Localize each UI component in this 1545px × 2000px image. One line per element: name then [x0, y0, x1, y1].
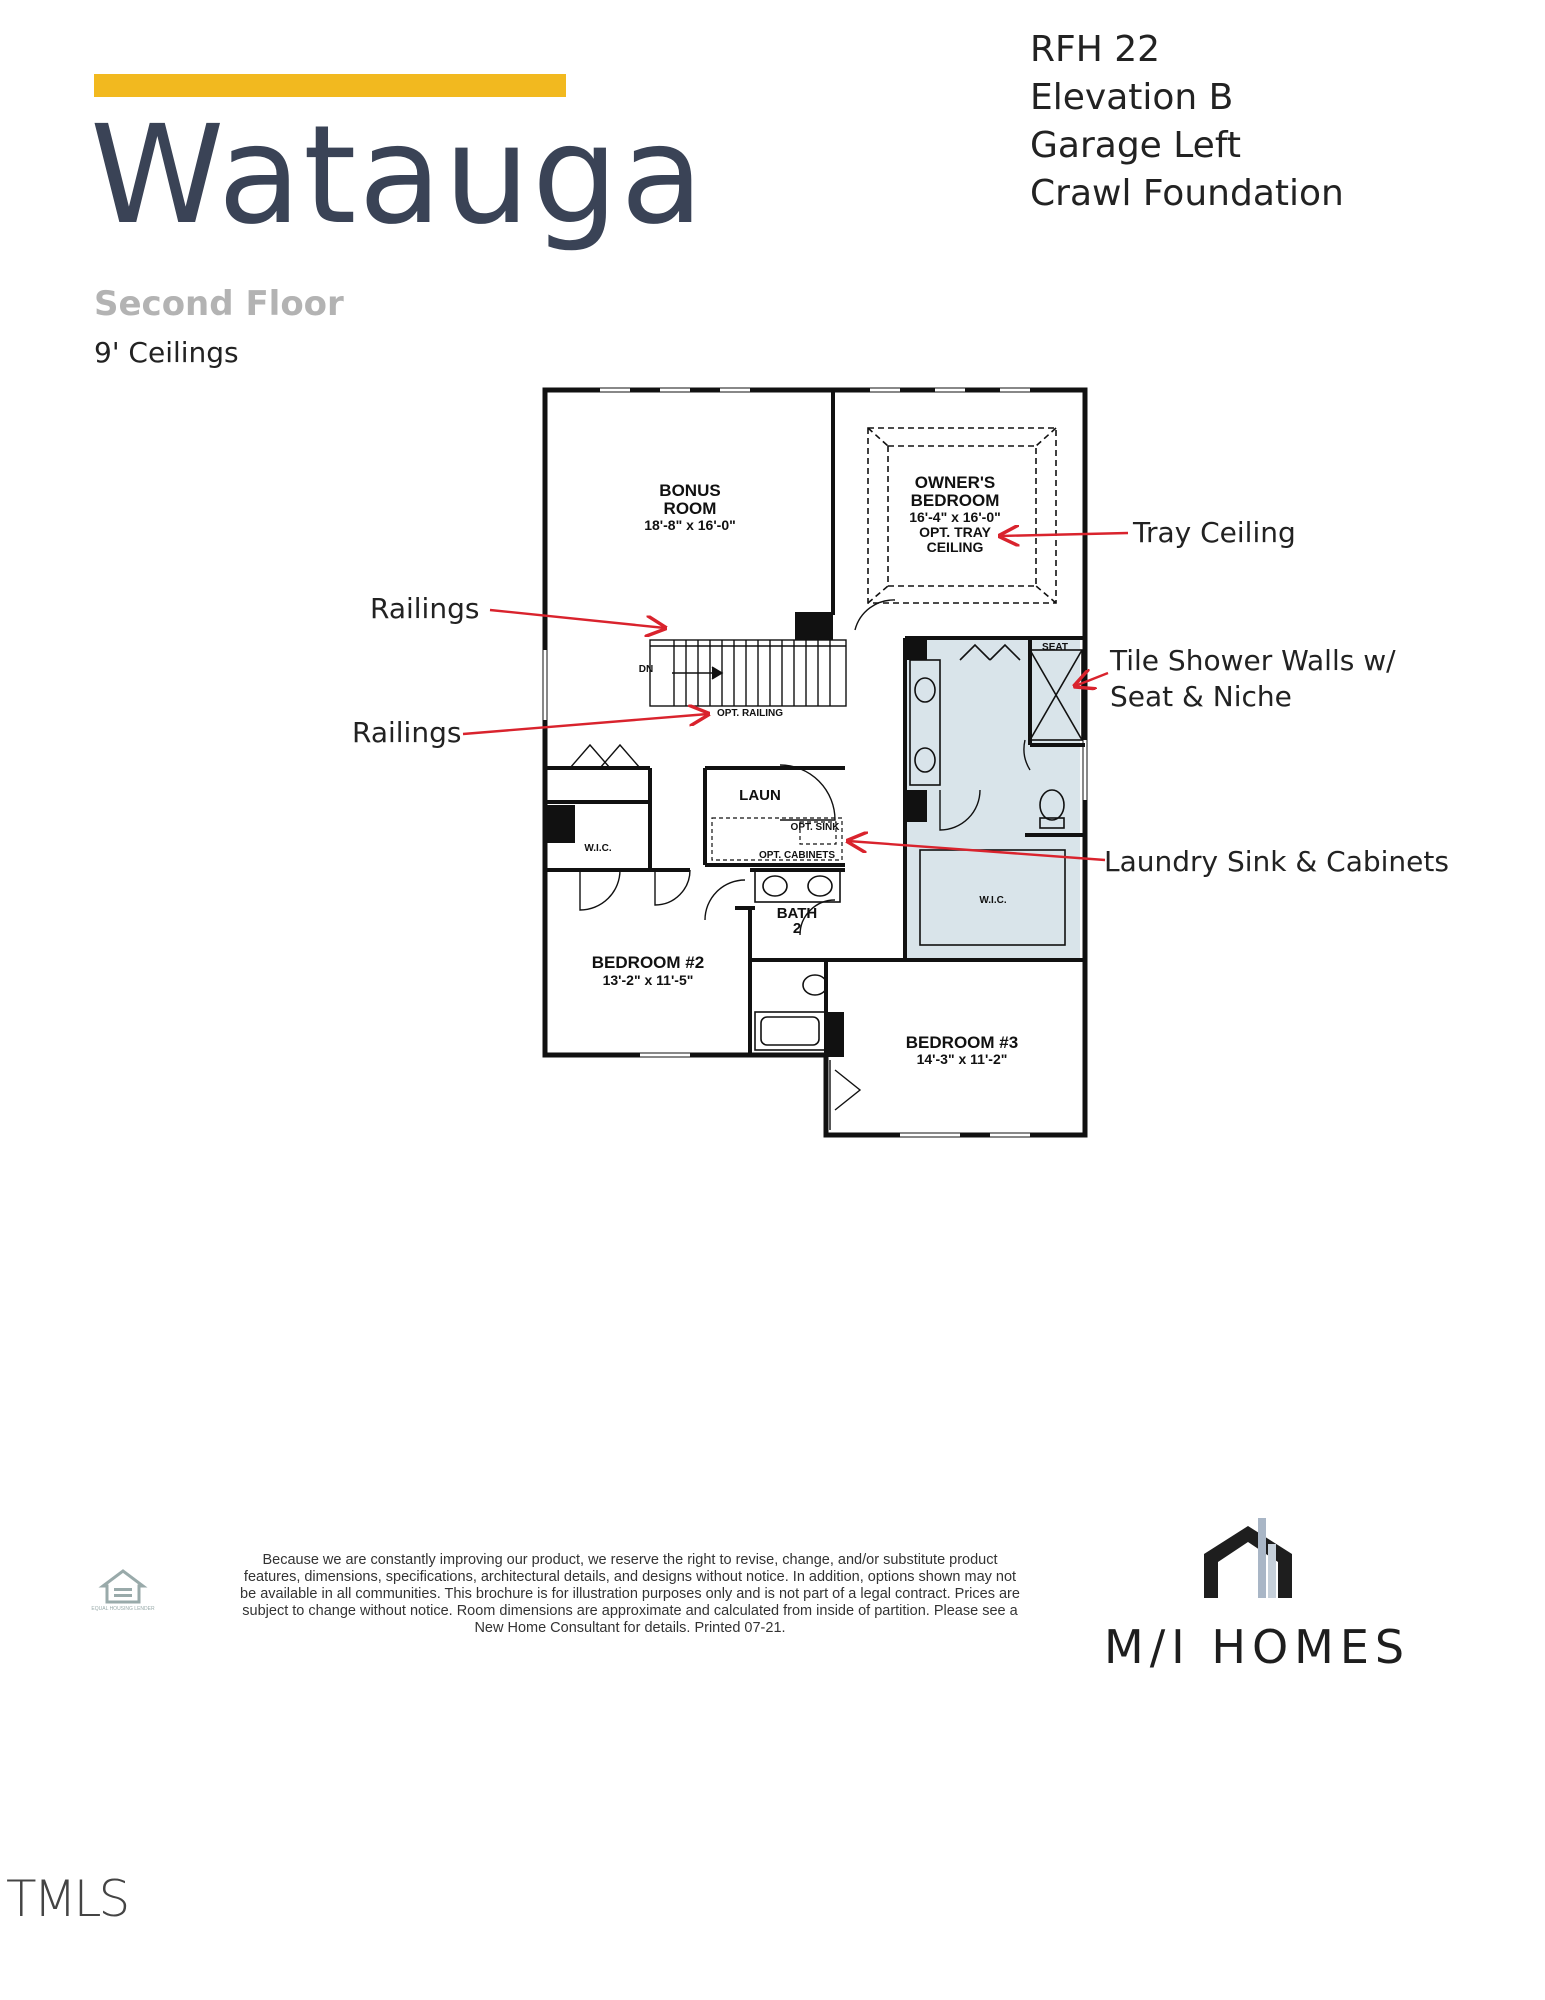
bath2-name-2: 2 — [792, 920, 802, 937]
bonus-room-name-1: BONUS — [659, 481, 721, 500]
owners-room-name-1: OWNER'S — [914, 473, 996, 492]
mi-homes-wordmark: M/I HOMES — [1104, 1620, 1411, 1674]
bedroom2-wic-label: W.I.C. — [584, 843, 612, 854]
bedroom3-name: BEDROOM #3 — [905, 1033, 1019, 1052]
callout-shower-line1: Tile Shower Walls w/ — [1110, 644, 1396, 677]
laundry-name: LAUN — [739, 787, 781, 804]
bath2-name-1: BATH — [776, 905, 818, 922]
callout-laundry: Laundry Sink & Cabinets — [1104, 845, 1449, 878]
mi-homes-house-icon — [1196, 1516, 1306, 1608]
callout-railings-lower: Railings — [352, 716, 462, 749]
laundry-opt-sink: OPT. SINK — [790, 822, 840, 833]
laundry-opt-cabinets: OPT. CABINETS — [758, 850, 836, 861]
owners-room-option-2: CEILING — [926, 539, 984, 555]
callout-tray-ceiling: Tray Ceiling — [1133, 516, 1296, 549]
equal-housing-lender-icon — [91, 1566, 155, 1616]
spec-item: RFH 22 — [1030, 29, 1161, 70]
bedroom2-name: BEDROOM #2 — [591, 953, 705, 972]
staircase — [650, 640, 846, 706]
ceiling-height: 9' Ceilings — [94, 336, 239, 369]
structural-columns — [545, 612, 927, 1057]
spec-item: Crawl Foundation — [1030, 173, 1344, 214]
owner-wic-label: W.I.C. — [979, 895, 1007, 906]
stair-down-label: DN — [638, 664, 654, 675]
owners-room-option-1: OPT. TRAY — [919, 524, 991, 540]
legal-disclaimer: Because we are constantly improving our product, we reserve the right to revise, change, and/or substitute product features, dimensions, specifications, architectural details, and designs without notice. In addition, options shown may not be available in all communities. This brochure is for illustration purposes only and is not part of a legal contract. Prices are subject to change without notice. Room dimensions are approximate and calculated from inside of partition. Please see a New Home Consultant for details. Printed 07-21. — [240, 1552, 1020, 1636]
floor-subtitle: Second Floor — [94, 284, 344, 324]
eho-text: EQUAL HOUSING LENDER — [91, 1606, 155, 1612]
owners-room-name-2: BEDROOM — [910, 491, 1000, 510]
spec-item: Garage Left — [1030, 125, 1241, 166]
bonus-room-dims: 18'-8" x 16'-0" — [644, 517, 736, 533]
owner-bath-fill — [906, 638, 1080, 960]
bedroom2-dims: 13'-2" x 11'-5" — [602, 972, 694, 988]
bedroom3-dims: 14'-3" x 11'-2" — [916, 1051, 1008, 1067]
callout-railings-upper: Railings — [370, 592, 480, 625]
callout-shower-line2: Seat & Niche — [1110, 680, 1292, 713]
mls-watermark: TMLS — [6, 1870, 128, 1928]
opt-railing-label: OPT. RAILING — [716, 708, 784, 719]
shower-seat-label: SEAT — [1042, 642, 1068, 653]
spec-item: Elevation B — [1030, 77, 1234, 118]
owners-room-dims: 16'-4" x 16'-0" — [909, 509, 1001, 525]
bonus-room-name-2: ROOM — [663, 499, 717, 518]
page-title: Watauga — [90, 97, 706, 255]
